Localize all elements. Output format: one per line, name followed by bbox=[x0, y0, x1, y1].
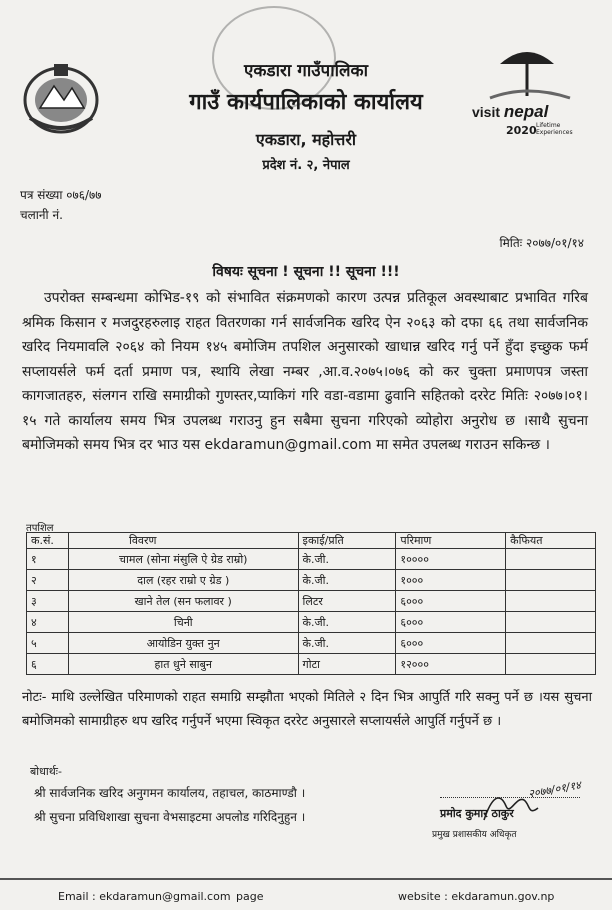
office-name: गाउँ कार्यपालिकाको कार्यालय bbox=[189, 89, 423, 115]
cc-line-2: श्री सुचना प्रविधिशाखा सुचना वेभसाइटमा अपलोड गरिदिनुहुन । bbox=[34, 810, 306, 824]
cell-description: चिनी bbox=[68, 612, 298, 633]
cell-quantity: १२००० bbox=[396, 654, 506, 675]
footer-website: website : ekdaramun.gov.np bbox=[398, 890, 555, 903]
cell-sn: ५ bbox=[27, 633, 69, 654]
cell-sn: २ bbox=[27, 570, 69, 591]
table-row bbox=[27, 612, 596, 633]
cell-quantity: १०००० bbox=[396, 549, 506, 570]
visit-text: visit bbox=[472, 104, 501, 120]
cell-sn: ६ bbox=[27, 654, 69, 675]
cell-description: हात धुने साबुन bbox=[68, 654, 298, 675]
cell-unit: गोटा bbox=[298, 654, 396, 675]
office-location: एकडारा, महोत्तरी bbox=[255, 130, 357, 149]
table-row bbox=[27, 591, 596, 612]
cell-sn: ३ bbox=[27, 591, 69, 612]
cell-sn: ४ bbox=[27, 612, 69, 633]
cell-remarks bbox=[506, 591, 596, 612]
footer-email: Email : ekdaramun@gmail.com bbox=[58, 890, 231, 903]
notice-body: उपरोक्त सम्बन्धमा कोभिड-१९ को संभावित संक्रमणको कारण उत्पन्न प्रतिकूल अवस्थाबाट प्रभावित गरिब श्रमिक किसान र मजदुरहरुलाइ राहत वितरणका गर्न सार्वजनिक खरिद ऐन २०६३ को दफा ६६ तथा सार्वजनिक खरिद नियमावलि २०६४ को नियम १४५ बमोजिम तपशिल अनुसारको खाधान्न खरिद गर्नु पर्ने हुँदा इच्छुक फर्म सप्लायर्सले फर्म दर्ता प्रमाण पत्र, स्थायि लेखा नम्बर ,आ.व.२०७५।०७६ को कर चुक्ता प्रमाणपत्र जस्ता कागजातहरु, संलगन राखि समाग्रीको गुणस्तर,प्याकिगं गरि वडा-वडामा ढुवानि सहितको दररेट मितिः २०७७।०१।१५ गते कार्यालय समय भित्र उपलब्ध गराउनु हुन सबैमा सुचना गरिएको व्योहोरा अनुरोध छ ।साथै सुचना बमोजिमको समय भित्र दर भाउ यस ekdaramun@gmail.com मा समेत उपलब्ध गराउन सकिन्छ । bbox=[22, 290, 588, 453]
items-table bbox=[26, 532, 596, 675]
cell-description: दाल (रहर राम्रो ए ग्रेड ) bbox=[68, 570, 298, 591]
cell-remarks bbox=[506, 633, 596, 654]
table-row bbox=[27, 633, 596, 654]
cell-unit: के.जी. bbox=[298, 612, 396, 633]
cell-remarks bbox=[506, 612, 596, 633]
cell-quantity: ६००० bbox=[396, 591, 506, 612]
visit-year: 2020 bbox=[506, 124, 537, 137]
signatory-title: प्रमुख प्रशासकीय अधिकृत bbox=[432, 830, 517, 840]
cell-quantity: ६००० bbox=[396, 612, 506, 633]
header-quantity: परिमाण bbox=[396, 533, 506, 549]
table-header-row bbox=[27, 533, 596, 549]
umbrella-icon bbox=[470, 40, 585, 100]
header-description: विवरण bbox=[68, 533, 298, 549]
visit-tagline-1: Lifetime bbox=[536, 122, 561, 129]
table-title: तपशिल bbox=[26, 523, 54, 534]
cell-description: चामल (सोना मंसुलि ऐ ग्रेड राम्रो) bbox=[68, 549, 298, 570]
table-row bbox=[27, 654, 596, 675]
signature-date: २०७७/०१/१४ bbox=[527, 778, 582, 801]
table-row bbox=[27, 549, 596, 570]
cell-sn: १ bbox=[27, 549, 69, 570]
footer-page: page bbox=[236, 890, 264, 903]
visit-nepal-logo bbox=[470, 40, 585, 150]
signatory-name: प्रमोद कुमार ठाकुर bbox=[440, 807, 514, 820]
header-remarks: कैफियत bbox=[506, 533, 596, 549]
cell-quantity: १००० bbox=[396, 570, 506, 591]
footer-divider bbox=[0, 878, 612, 880]
cell-quantity: ६००० bbox=[396, 633, 506, 654]
cell-remarks bbox=[506, 570, 596, 591]
cell-unit: के.जी. bbox=[298, 549, 396, 570]
letter-number: पत्र संख्या ०७६/७७ bbox=[20, 188, 102, 202]
cell-unit: के.जी. bbox=[298, 633, 396, 654]
table-row bbox=[27, 570, 596, 591]
visit-tagline-2: Experiences bbox=[536, 129, 573, 136]
notice-subject: विषयः सूचना ! सूचना !! सूचना !!! bbox=[212, 264, 400, 280]
dispatch-number: चलानी नं. bbox=[20, 208, 63, 222]
cell-description: आयोडिन युक्त नुन bbox=[68, 633, 298, 654]
cell-description: खाने तेल (सन फलावर ) bbox=[68, 591, 298, 612]
header-unit: इकाई/प्रति bbox=[298, 533, 396, 549]
cell-remarks bbox=[506, 654, 596, 675]
notice-note: नोटः- माथि उल्लेखित परिमाणको राहत समाग्रि सम्झौता भएको मितिले २ दिन भित्र आपुर्ति गरि सक्नु पर्ने छ ।यस सुचना बमोजिमको सामाग्रीहरु थप खरिद गर्नुपर्ने भएमा स्विकृत दररेट अनुसारले सप्लायर्सले आपुर्ति गर्नुपर्ने छ । bbox=[22, 690, 592, 729]
municipality-name: एकडारा गाउँपालिका bbox=[244, 61, 368, 81]
nepal-text: nepal bbox=[503, 102, 549, 121]
cc-title: बोधार्थः- bbox=[30, 765, 62, 778]
cell-unit: के.जी. bbox=[298, 570, 396, 591]
office-province: प्रदेश नं. २, नेपाल bbox=[262, 158, 350, 173]
signature-line bbox=[440, 797, 580, 798]
cell-remarks bbox=[506, 549, 596, 570]
notice-date: मितिः २०७७/०१/१४ bbox=[499, 236, 584, 250]
cc-line-1: श्री सार्वजनिक खरिद अनुगमन कार्यालय, तहाचल, काठमाण्डौ । bbox=[34, 786, 306, 800]
header-sn: क.सं. bbox=[27, 533, 69, 549]
cell-unit: लिटर bbox=[298, 591, 396, 612]
